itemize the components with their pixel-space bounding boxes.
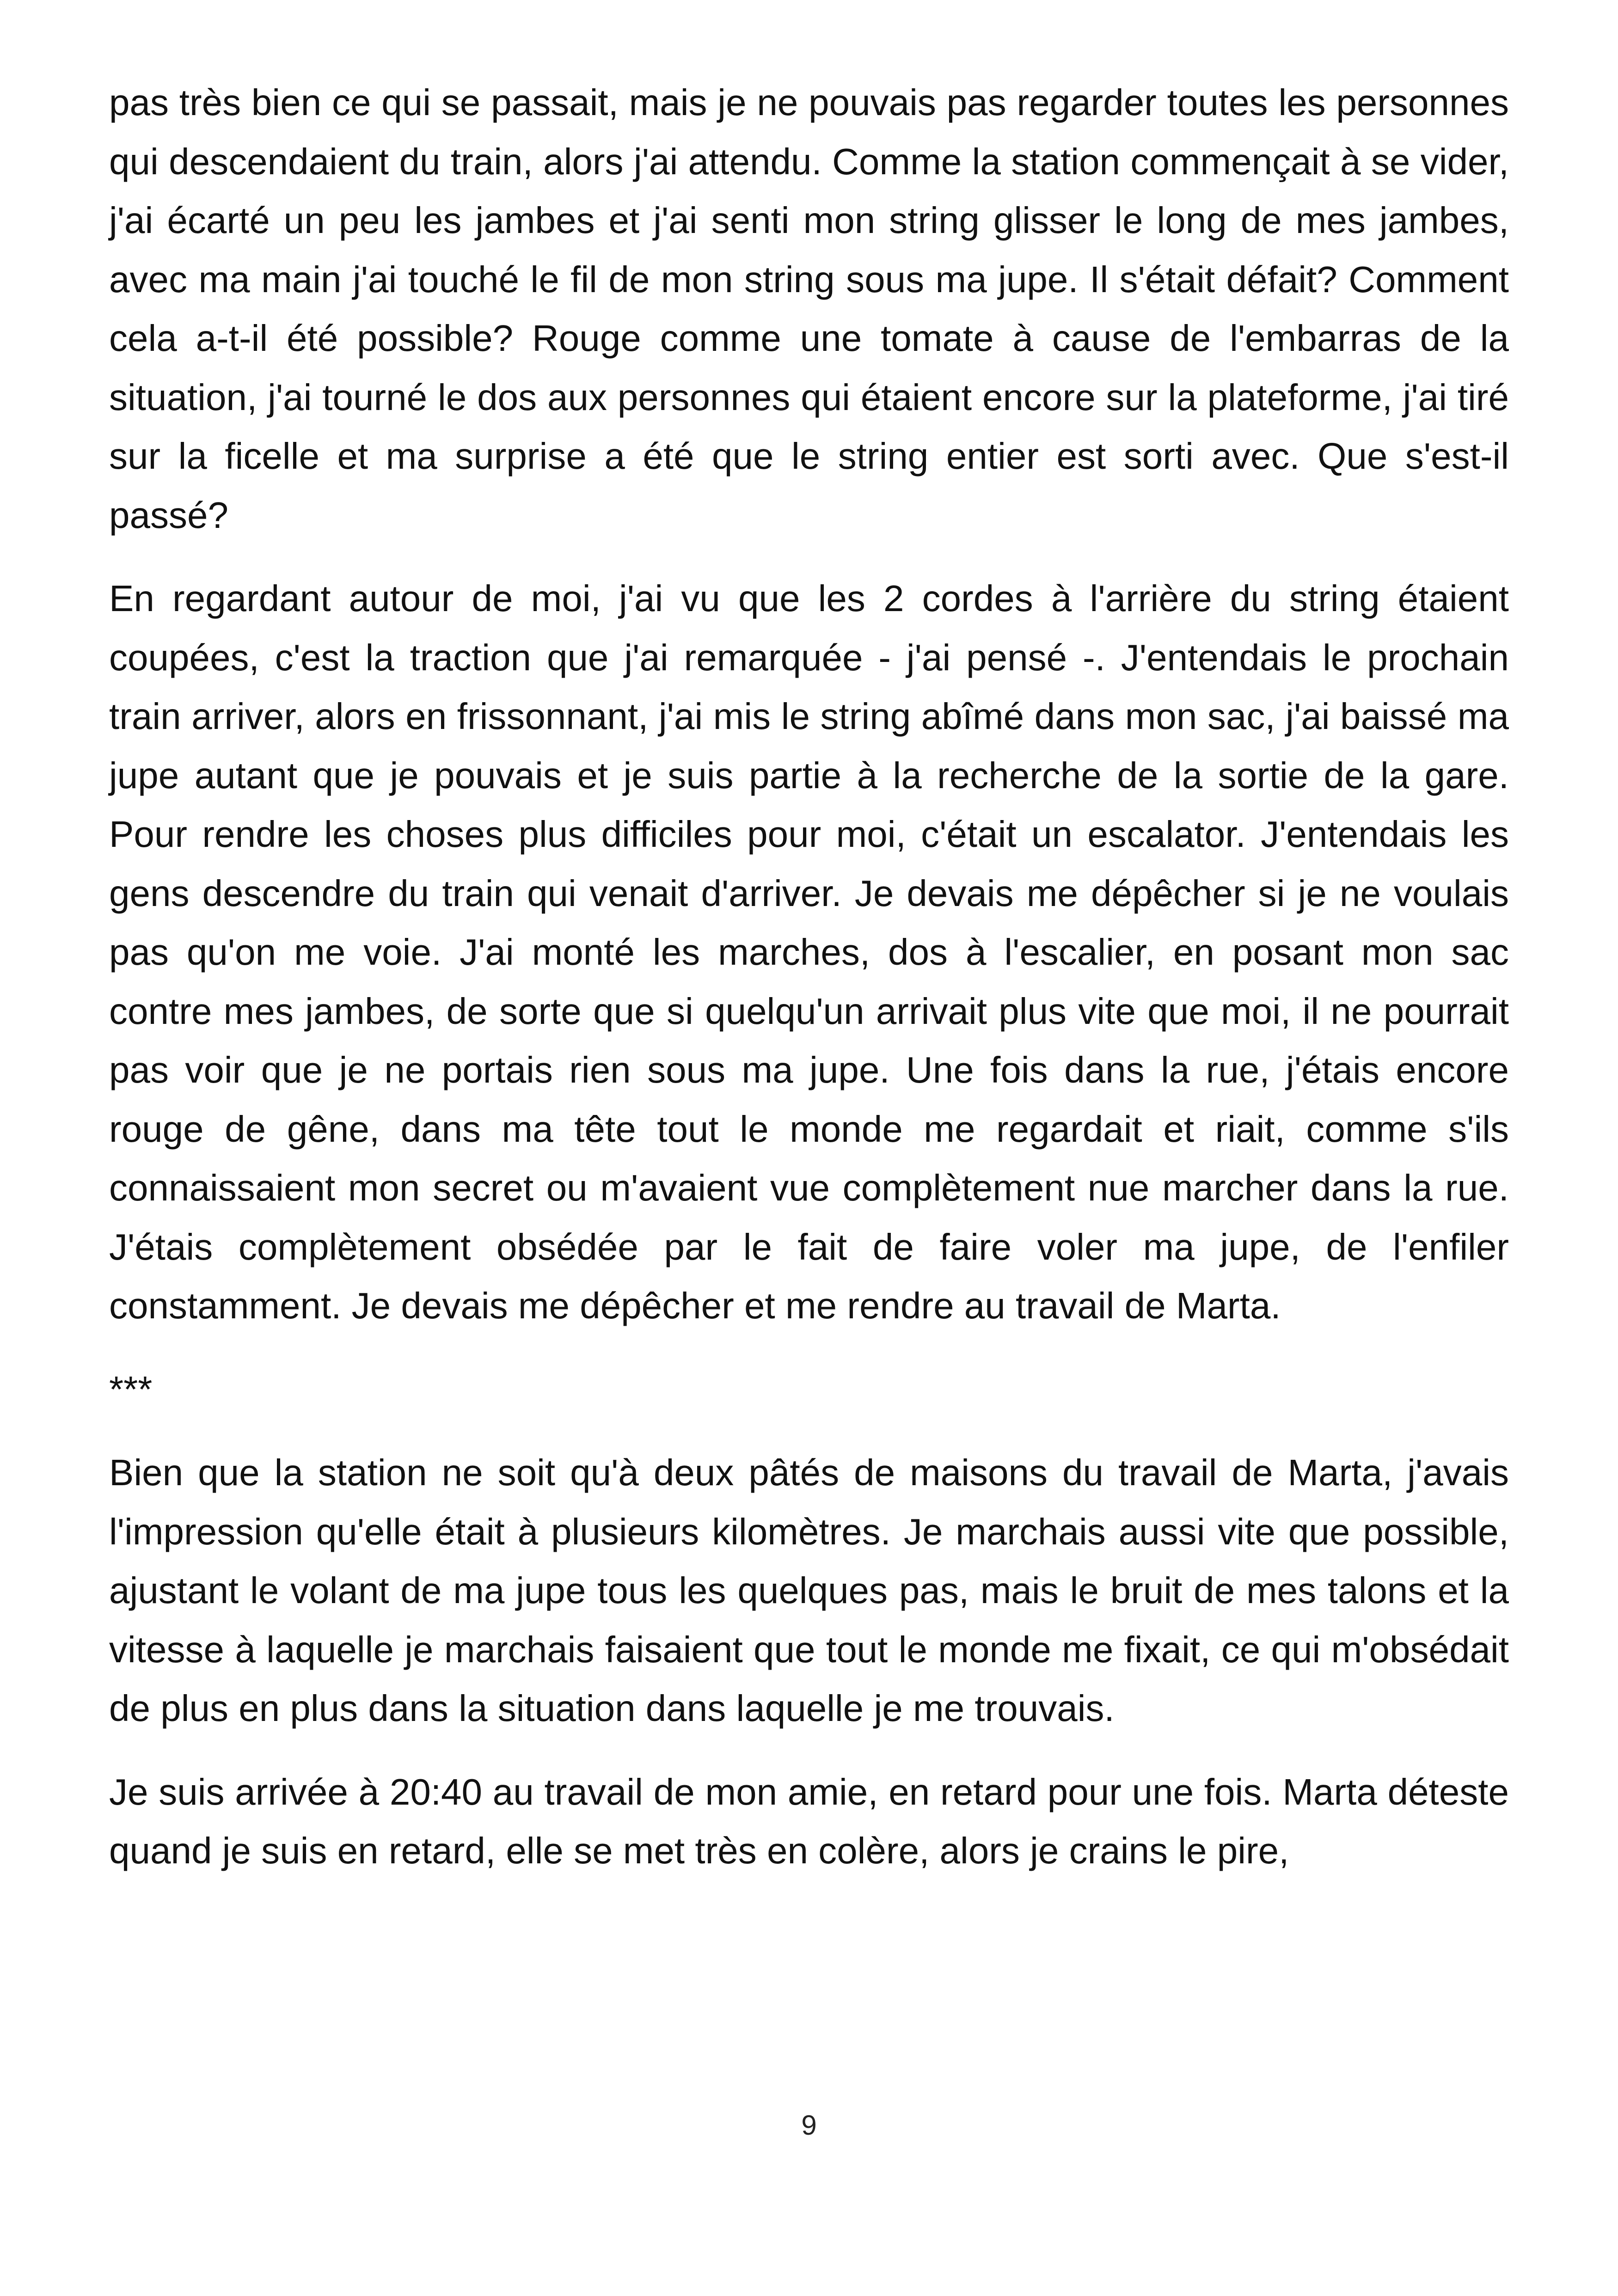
page-number: 9 <box>801 2110 817 2141</box>
section-separator: *** <box>109 1368 153 1410</box>
paragraph: Bien que la station ne soit qu'à deux pâtés de maisons du travail de Marta, j'avais l'impression qu'elle était à plusieurs kilomètres. Je marchais aussi vite que possible, ajustant le volant de ma jupe tous les quelques pas, mais le bruit de mes talons et la vitesse à laquelle je marchais faisaient que tout le monde me fixait, ce qui m'obsédait de plus en plus dans la situation dans laquelle je me trouvais. <box>109 1452 1509 1729</box>
paragraph: Je suis arrivée à 20:40 au travail de mon amie, en retard pour une fois. Marta déteste quand je suis en retard, elle se met très en colère, alors je crains le pire, <box>109 1771 1509 1871</box>
paragraph: En regardant autour de moi, j'ai vu que les 2 cordes à l'arrière du string étaient coupées, c'est la traction que j'ai remarquée - j'ai pensé -. J'entendais le prochain train arriver, alors en frissonnant, j'ai mis le string abîmé dans mon sac, j'ai baissé ma jupe autant que je pouvais et je suis partie à la recherche de la sortie de la gare. Pour rendre les choses plus difficiles pour moi, c'était un escalator. J'entendais les gens descendre du train qui venait d'arriver. Je devais me dépêcher si je ne voulais pas qu'on me voie. J'ai monté les marches, dos à l'escalier, en posant mon sac contre mes jambes, de sorte que si quelqu'un arrivait plus vite que moi, il ne pourrait pas voir que je ne portais rien sous ma jupe. Une fois dans la rue, j'étais encore rouge de gêne, dans ma tête tout le monde me regardait et riait, comme s'ils connaissaient mon secret ou m'avaient vue complètement nue marcher dans la rue. J'étais complètement obsédée par le fait de faire voler ma jupe, de l'enfiler constamment. Je devais me dépêcher et me rendre au travail de Marta. <box>109 578 1509 1326</box>
body-text <box>109 73 1509 1905</box>
paragraph: pas très bien ce qui se passait, mais je ne pouvais pas regarder toutes les personnes qui descendaient du train, alors j'ai attendu. Comme la station commençait à se vider, j'ai écarté un peu les jambes et j'ai senti mon string glisser le long de mes jambes, avec ma main j'ai touché le fil de mon string sous ma jupe. Il s'était défait? Comment cela a-t-il été possible? Rouge comme une tomate à cause de l'embarras de la situation, j'ai tourné le dos aux personnes qui étaient encore sur la plateforme, j'ai tiré sur la ficelle et ma surprise a été que le string entier est sorti avec. Que s'est-il passé? <box>109 82 1509 536</box>
